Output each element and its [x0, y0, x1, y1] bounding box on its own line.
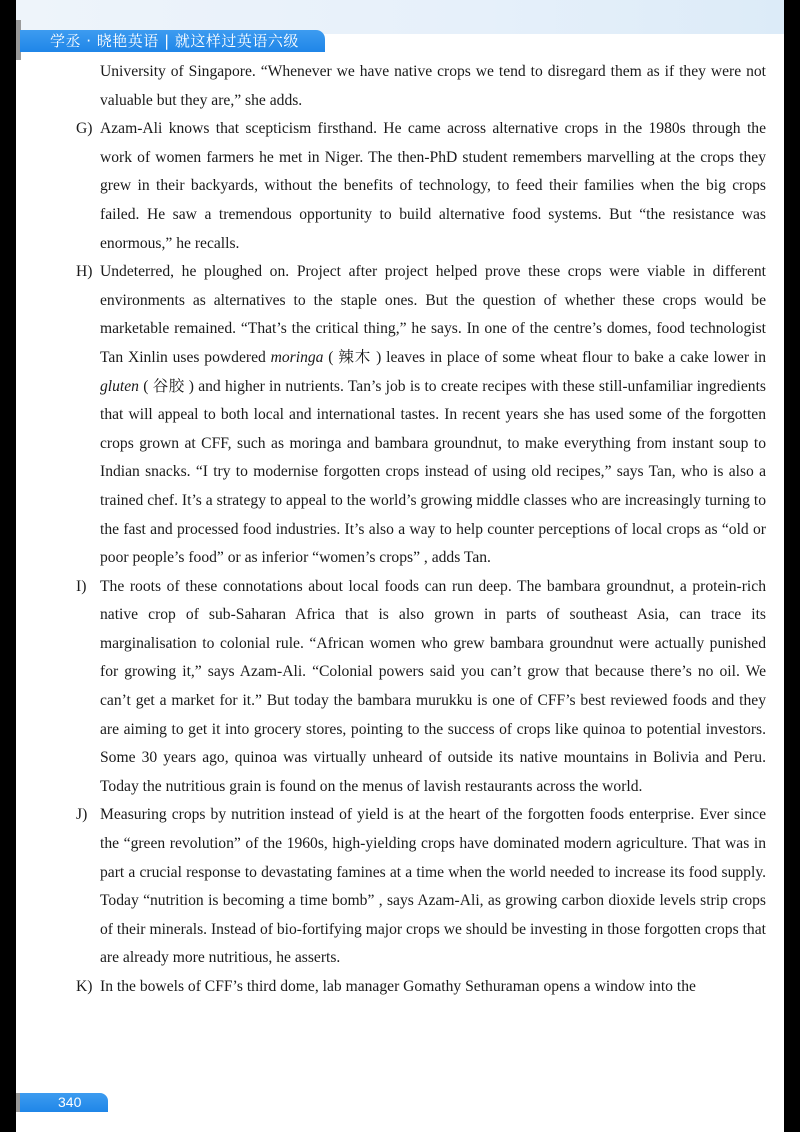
article-body	[76, 58, 766, 1002]
paragraph-h	[76, 258, 766, 573]
running-header-title: 学丞 · 晓艳英语 | 就这样过英语六级	[50, 32, 299, 50]
paragraph-f-continued	[76, 58, 766, 115]
text-segment: ( 辣木 ) leaves in place of some wheat flour to bake a cake lower in	[323, 348, 766, 366]
paragraph-i	[76, 573, 766, 802]
paragraph-text: Measuring crops by nutrition instead of yield is at the heart of the forgotten foods enterprise. Ever since the “green revolution” of the 1960s, high-yielding crops have dominated modern agriculture. That was in part a crucial response to devastating famines at a time when the world needed to increase its food supply. Today “nutrition is becoming a time bomb” , says Azam-Ali, as growing carbon dioxide levels strip crops of their minerals. Instead of bio-fortifying major crops we should be investing in those forgotten crops that are already more nutritious, he asserts.	[100, 806, 766, 967]
term-gluten: gluten	[100, 377, 139, 395]
book-page	[16, 0, 784, 1132]
running-header	[20, 30, 325, 52]
text-segment: Undeterred, he ploughed on. Project after project helped prove these crops were viable in different environments as alternatives to the staple ones. But the question of whether these crops would be marketable remained. “That’s the critical thing,” he says. In one of the centre’s domes, food technologist Tan Xinlin uses powdered	[100, 263, 766, 366]
header-band	[16, 0, 784, 34]
term-moringa: moringa	[270, 348, 324, 366]
paragraph-text: University of Singapore. “Whenever we have native crops we tend to disregard them as if they were not valuable but they are,” she adds.	[100, 63, 766, 109]
paragraph-label: H)	[76, 263, 93, 281]
paragraph-k	[76, 973, 766, 1002]
paragraph-g	[76, 115, 766, 258]
paragraph-label: J)	[76, 806, 88, 824]
page-number: 340	[58, 1094, 82, 1110]
paragraph-label: G)	[76, 120, 93, 138]
paragraph-label: I)	[76, 577, 87, 595]
paragraph-j	[76, 801, 766, 973]
paragraph-text	[100, 258, 766, 573]
page-number-tab	[20, 1093, 108, 1112]
paragraph-label: K)	[76, 978, 93, 995]
text-segment: ( 谷胶 ) and higher in nutrients. Tan’s job is to create recipes with these still-unfamiliar ingredients that will appeal to both local and international tastes. In recent years she has used some of the forgotten crops grown at CFF, such as moringa and bambara groundnut, to make everything from instant soup to Indian snacks. “I try to modernise forgotten crops instead of using old recipes,” says Tan, who is also a trained chef. It’s a strategy to appeal to the world’s growing middle classes who are increasingly turning to the fast and processed food industries. It’s also a way to help counter perceptions of local crops as “old or poor people’s food” or as inferior “women’s crops” , adds Tan.	[100, 377, 766, 567]
paragraph-text: Azam-Ali knows that scepticism firsthand. He came across alternative crops in the 1980s through the work of women farmers he met in Niger. The then-PhD student remembers marvelling at the crops they grew in their backyards, without the benefits of technology, to feed their families when the big crops failed. He saw a tremendous opportunity to build alternative food systems. But “the resistance was enormous,” he recalls.	[100, 120, 766, 252]
paragraph-text: In the bowels of CFF’s third dome, lab manager Gomathy Sethuraman opens a window into the	[100, 978, 696, 995]
paragraph-text: The roots of these connotations about local foods can run deep. The bambara groundnut, a protein-rich native crop of sub-Saharan Africa that is also grown in parts of southeast Asia, can trace its marginalisation to colonial rule. “African women who grew bambara groundnut were actually punished for growing it,” says Azam-Ali. “Colonial powers said you can’t grow that because there’s no oil. We can’t get a market for it.” But today the bambara murukku is one of CFF’s best reviewed foods and they are aiming to get it into grocery stores, pointing to the success of crops like quinoa to potential investors. Some 30 years ago, quinoa was virtually unheard of outside its native mountains in Bolivia and Peru. Today the nutritious grain is found on the menus of lavish restaurants across the world.	[100, 577, 766, 795]
